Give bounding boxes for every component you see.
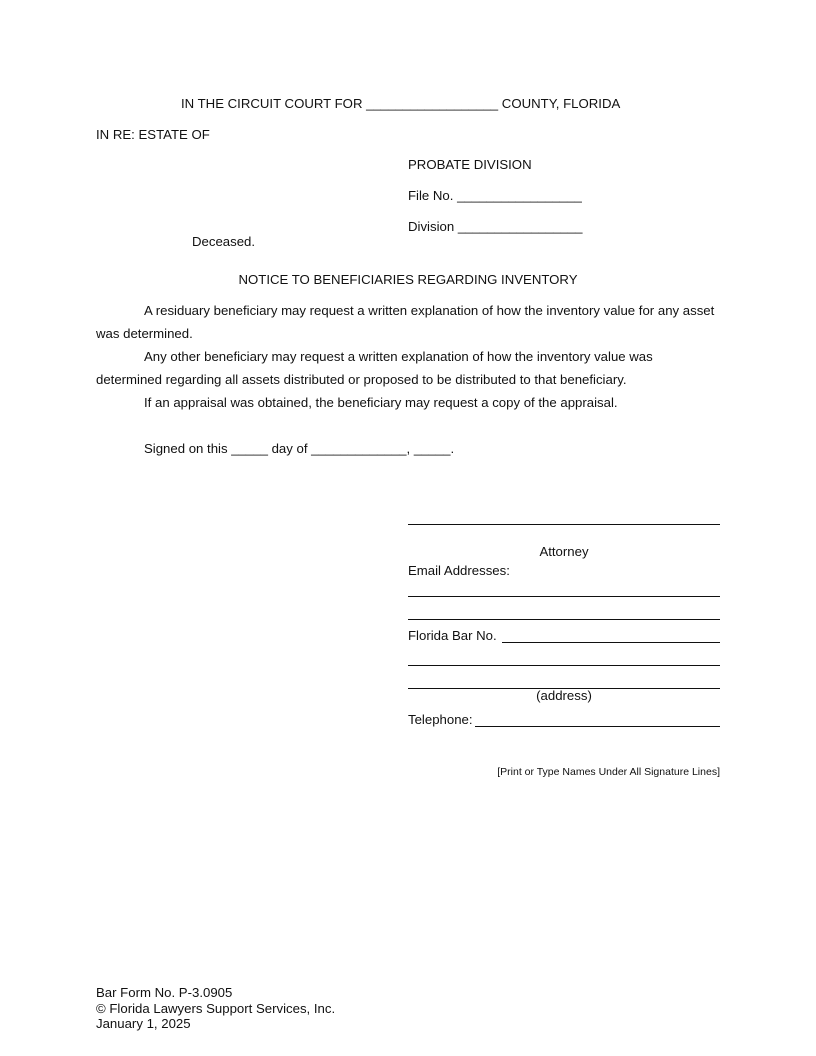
- email-line-2: [408, 619, 720, 620]
- file-no: File No. _________________: [408, 188, 582, 203]
- deceased-label: Deceased.: [192, 234, 256, 249]
- paragraph-other-beneficiary: Any other beneficiary may request a written explanation of how the inventory value was determined regarding all assets distributed or proposed to be distributed to that beneficiary.: [96, 349, 653, 387]
- paragraph-residuary: A residuary beneficiary may request a written explanation of how the inventory value for any asset was determined.: [96, 303, 715, 341]
- form-date: January 1, 2025: [96, 1016, 191, 1031]
- telephone-label: Telephone:: [408, 712, 473, 727]
- address-label: (address): [536, 688, 592, 703]
- telephone-line: [475, 726, 720, 727]
- copyright-line: © Florida Lawyers Support Services, Inc.: [96, 1001, 336, 1016]
- signature-note: [Print or Type Names Under All Signature Lines]: [497, 766, 720, 778]
- division-line: Division _________________: [408, 219, 583, 234]
- signed-date-line: Signed on this _____ day of _____________, _____.: [144, 441, 455, 456]
- attorney-label: Attorney: [539, 544, 589, 559]
- florida-bar-no-label: Florida Bar No.: [408, 628, 497, 643]
- email-addresses-label: Email Addresses:: [408, 563, 510, 578]
- in-re-estate: IN RE: ESTATE OF: [96, 127, 210, 142]
- attorney-signature-line: [408, 524, 720, 525]
- document-title: NOTICE TO BENEFICIARIES REGARDING INVENTORY: [238, 272, 578, 287]
- address-line-1: [408, 665, 720, 666]
- paragraph-appraisal: If an appraisal was obtained, the beneficiary may request a copy of the appraisal.: [144, 395, 618, 410]
- probate-division: PROBATE DIVISION: [408, 157, 532, 172]
- florida-bar-no-line: [502, 642, 720, 643]
- court-heading: IN THE CIRCUIT COURT FOR __________________ COUNTY, FLORIDA: [181, 96, 621, 111]
- bar-form-number: Bar Form No. P-3.0905: [96, 985, 233, 1000]
- email-line-1: [408, 596, 720, 597]
